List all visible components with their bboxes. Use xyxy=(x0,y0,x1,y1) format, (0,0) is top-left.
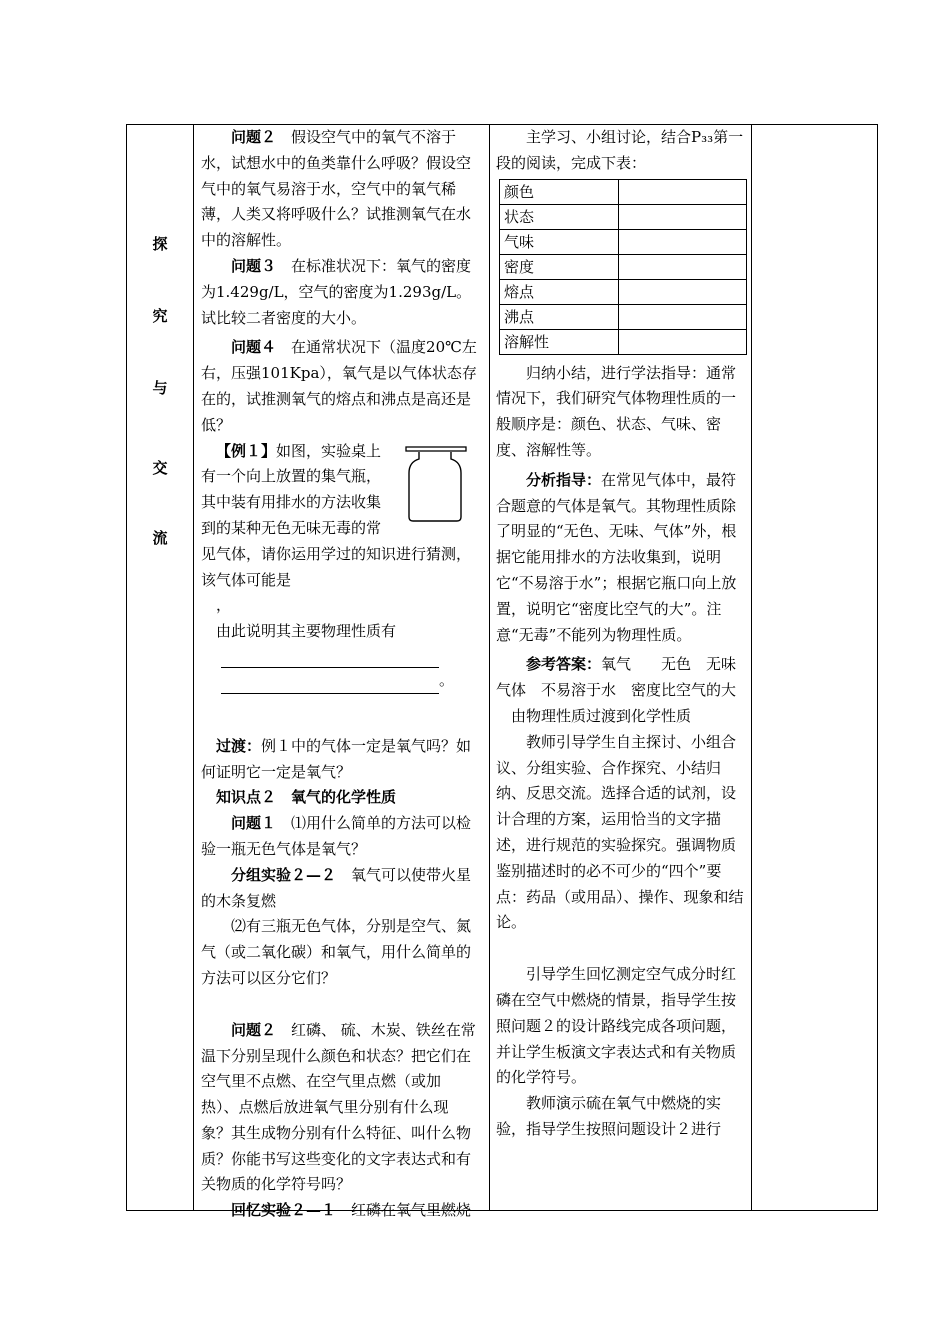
properties-table xyxy=(499,179,747,355)
question-4: 问题４ 在通常状况下（温度20℃左右，压强101Kpa），氧气是以气体状态存在的，试推测氧气的熔点和沸点是高还是低？ xyxy=(201,338,477,434)
table-row: 熔点 xyxy=(500,279,747,304)
section-label-char: 交 xyxy=(152,459,168,477)
group-experiment-2-2: 分组实验２—２ 氧气可以使带火星的木条复燃 xyxy=(201,865,472,910)
question-2: 问题２ 假设空气中的氧气不溶于水，试想水中的鱼类靠什么呼吸？假设空气中的氧气易溶于水，空气中的氧气稀薄，人类又将呼吸什么？试推测氧气在水中的溶解性。 xyxy=(201,128,472,250)
questions-column xyxy=(197,125,481,1220)
transition-note: 由物理性质过渡到化学性质 xyxy=(511,706,692,725)
table-row: 溶解性 xyxy=(500,329,747,354)
section-label-char: 流 xyxy=(152,529,168,547)
section-label-char: 探 xyxy=(152,235,168,253)
column-divider xyxy=(193,125,194,1210)
question-1: 问题１ ⑴用什么简单的方法可以检验一瓶无色气体是氧气？ xyxy=(201,814,472,858)
intro-text: 主学习、小组讨论，结合P₃₃第一段的阅读，完成下表： xyxy=(496,128,744,172)
table-row: 沸点 xyxy=(500,304,747,329)
table-row: 气味 xyxy=(500,229,747,254)
guidance-column xyxy=(493,125,752,1210)
table-row: 密度 xyxy=(500,254,747,279)
gas-jar-icon xyxy=(392,445,478,523)
teacher-guide-2: 引导学生回忆测定空气成分时红磷在空气中燃烧的情景，指导学生按照问题２的设计路线完成各项问题，并让学生板演文字表达式和有关物质的化学符号。 xyxy=(496,965,737,1087)
knowledge-point-2: 知识点２ 氧气的化学性质 xyxy=(216,788,397,807)
column-divider xyxy=(751,125,752,1210)
table-row: 颜色 xyxy=(500,179,747,204)
table-row: 状态 xyxy=(500,204,747,229)
section-label-char: 究 xyxy=(152,307,168,325)
answer-blank xyxy=(221,645,439,668)
recall-experiment-2-1: 回忆实验２—１ 红磷在氧气里燃烧 xyxy=(231,1201,472,1220)
teacher-guide-1: 教师引导学生自主探讨、小组合议、分组实验、合作探究、小结归纳、反思交流。选择合适的试剂，设计合理的方案，运用恰当的文字描述，进行规范的实验探究。强调物质鉴别描述时的必不可少的“四个”要点：药品（或用品）、操作、现象和结论。 xyxy=(496,732,744,932)
question-2b: 问题２ 红磷、 硫、木炭、铁丝在常温下分别呈现什么颜色和状态？把它们在空气里不点燃、在空气里点燃（或加热）、点燃后放进氧气里分别有什么现象？其生成物分别有什么特征、叫什么物质？你能书写这些变化的文字表达式和有关物质的化学符号吗？ xyxy=(201,1020,476,1194)
example-1: 【例１】如图，实验桌上有一个向上放置的集气瓶，其中装有用排水的方法收集到的某种无色无味无毒的常见气体，请你运用学过的知识进行猜测，该气体可能是 ， 由此说明其主要物理性质有 。 xyxy=(201,439,478,694)
column-divider xyxy=(489,125,490,1210)
transition: 过渡：例１中的气体一定是氧气吗？如何证明它一定是氧气？ xyxy=(201,736,472,781)
analysis: 分析指导：在常见气体中，最符合题意的气体是氧气。其物理性质除了明显的“无色、无味、气体”外，根据它能用排水的方法收集到，说明它“不易溶于水”；根据它瓶口向上放置，说明它“密度比空气的大”。注意“无毒”不能列为物理性质。 xyxy=(496,470,737,644)
reference-answer: 参考答案：氧气 无色 无味 气体 不易溶于水 密度比空气的大 xyxy=(496,655,752,700)
answer-blank xyxy=(221,671,439,694)
question-3: 问题３ 在标准状况下：氧气的密度为1.429g/L，空气的密度为1.293g/L。试比较二者密度的大小。 xyxy=(201,256,472,327)
lesson-table xyxy=(126,124,878,1220)
question-1-part-2: ⑵有三瓶无色气体，分别是空气、氮气（或二氧化碳）和氧气，用什么简单的方法可以区分它们？ xyxy=(201,917,472,987)
section-label-char: 与 xyxy=(152,379,168,397)
teacher-guide-3: 教师演示硫在氧气中燃烧的实验，指导学生按照问题设计２进行 xyxy=(496,1094,722,1138)
summary: 归纳小结，进行学法指导：通常情况下，我们研究气体物理性质的一般顺序是：颜色、状态、气味、密度、溶解性等。 xyxy=(496,363,737,459)
